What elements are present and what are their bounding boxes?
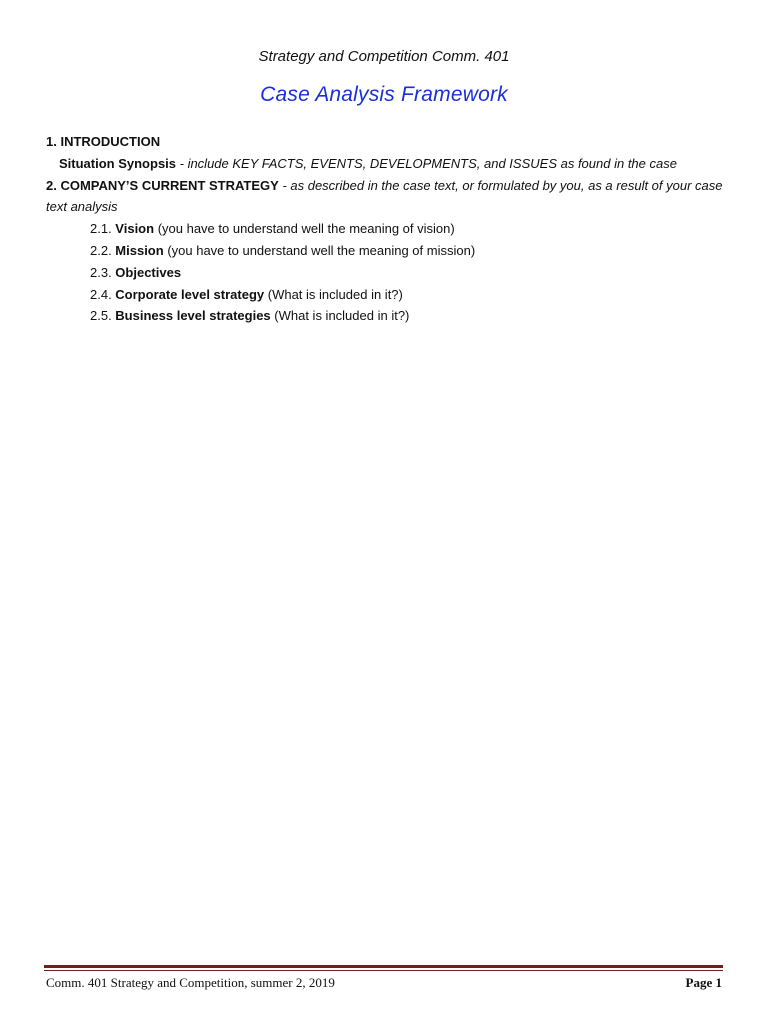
situation-synopsis-line bbox=[46, 153, 726, 175]
section-introduction bbox=[46, 131, 726, 153]
list-item bbox=[46, 240, 726, 262]
course-header: Strategy and Competition Comm. 401 bbox=[258, 48, 510, 65]
item-note: (What is included in it?) bbox=[264, 286, 403, 302]
item-note: (you have to understand well the meaning of vision) bbox=[154, 221, 455, 237]
list-item bbox=[46, 218, 726, 240]
section-current-strategy bbox=[46, 175, 726, 219]
section-heading: 2. COMPANY’S CURRENT STRATEGY bbox=[46, 177, 279, 193]
list-item bbox=[46, 284, 726, 306]
list-item bbox=[46, 305, 726, 327]
item-label: Mission bbox=[115, 242, 164, 258]
footer-rule-thin bbox=[44, 970, 723, 971]
situation-synopsis-label: Situation Synopsis bbox=[59, 155, 177, 171]
item-label: Business level strategies bbox=[115, 308, 271, 324]
footer-course-info: Comm. 401 Strategy and Competition, summer 2, 2019 bbox=[46, 975, 335, 990]
item-note: (What is included in it?) bbox=[270, 308, 410, 324]
footer-rule bbox=[44, 965, 723, 968]
document-body bbox=[46, 131, 726, 327]
item-label: Corporate level strategy bbox=[115, 286, 265, 302]
situation-synopsis-text: - include KEY FACTS, EVENTS, DEVELOPMENTS, and ISSUES as found in the case bbox=[176, 155, 677, 171]
list-item bbox=[46, 262, 726, 284]
item-note: (you have to understand well the meaning of mission) bbox=[163, 242, 476, 258]
item-label: Vision bbox=[115, 221, 155, 237]
item-number: 2.3. bbox=[90, 264, 116, 280]
item-label: Objectives bbox=[115, 264, 182, 280]
item-number: 2.5. bbox=[90, 308, 116, 324]
section-description: - as described in the case text, or formulated by you, as a result of your case text analysis bbox=[46, 177, 723, 215]
item-number: 2.4. bbox=[90, 286, 116, 302]
item-number: 2.1. bbox=[90, 221, 116, 237]
section-heading: 1. INTRODUCTION bbox=[46, 134, 161, 149]
document-title: Case Analysis Framework bbox=[260, 83, 508, 106]
item-number: 2.2. bbox=[90, 242, 116, 258]
page-number: Page 1 bbox=[685, 975, 722, 990]
